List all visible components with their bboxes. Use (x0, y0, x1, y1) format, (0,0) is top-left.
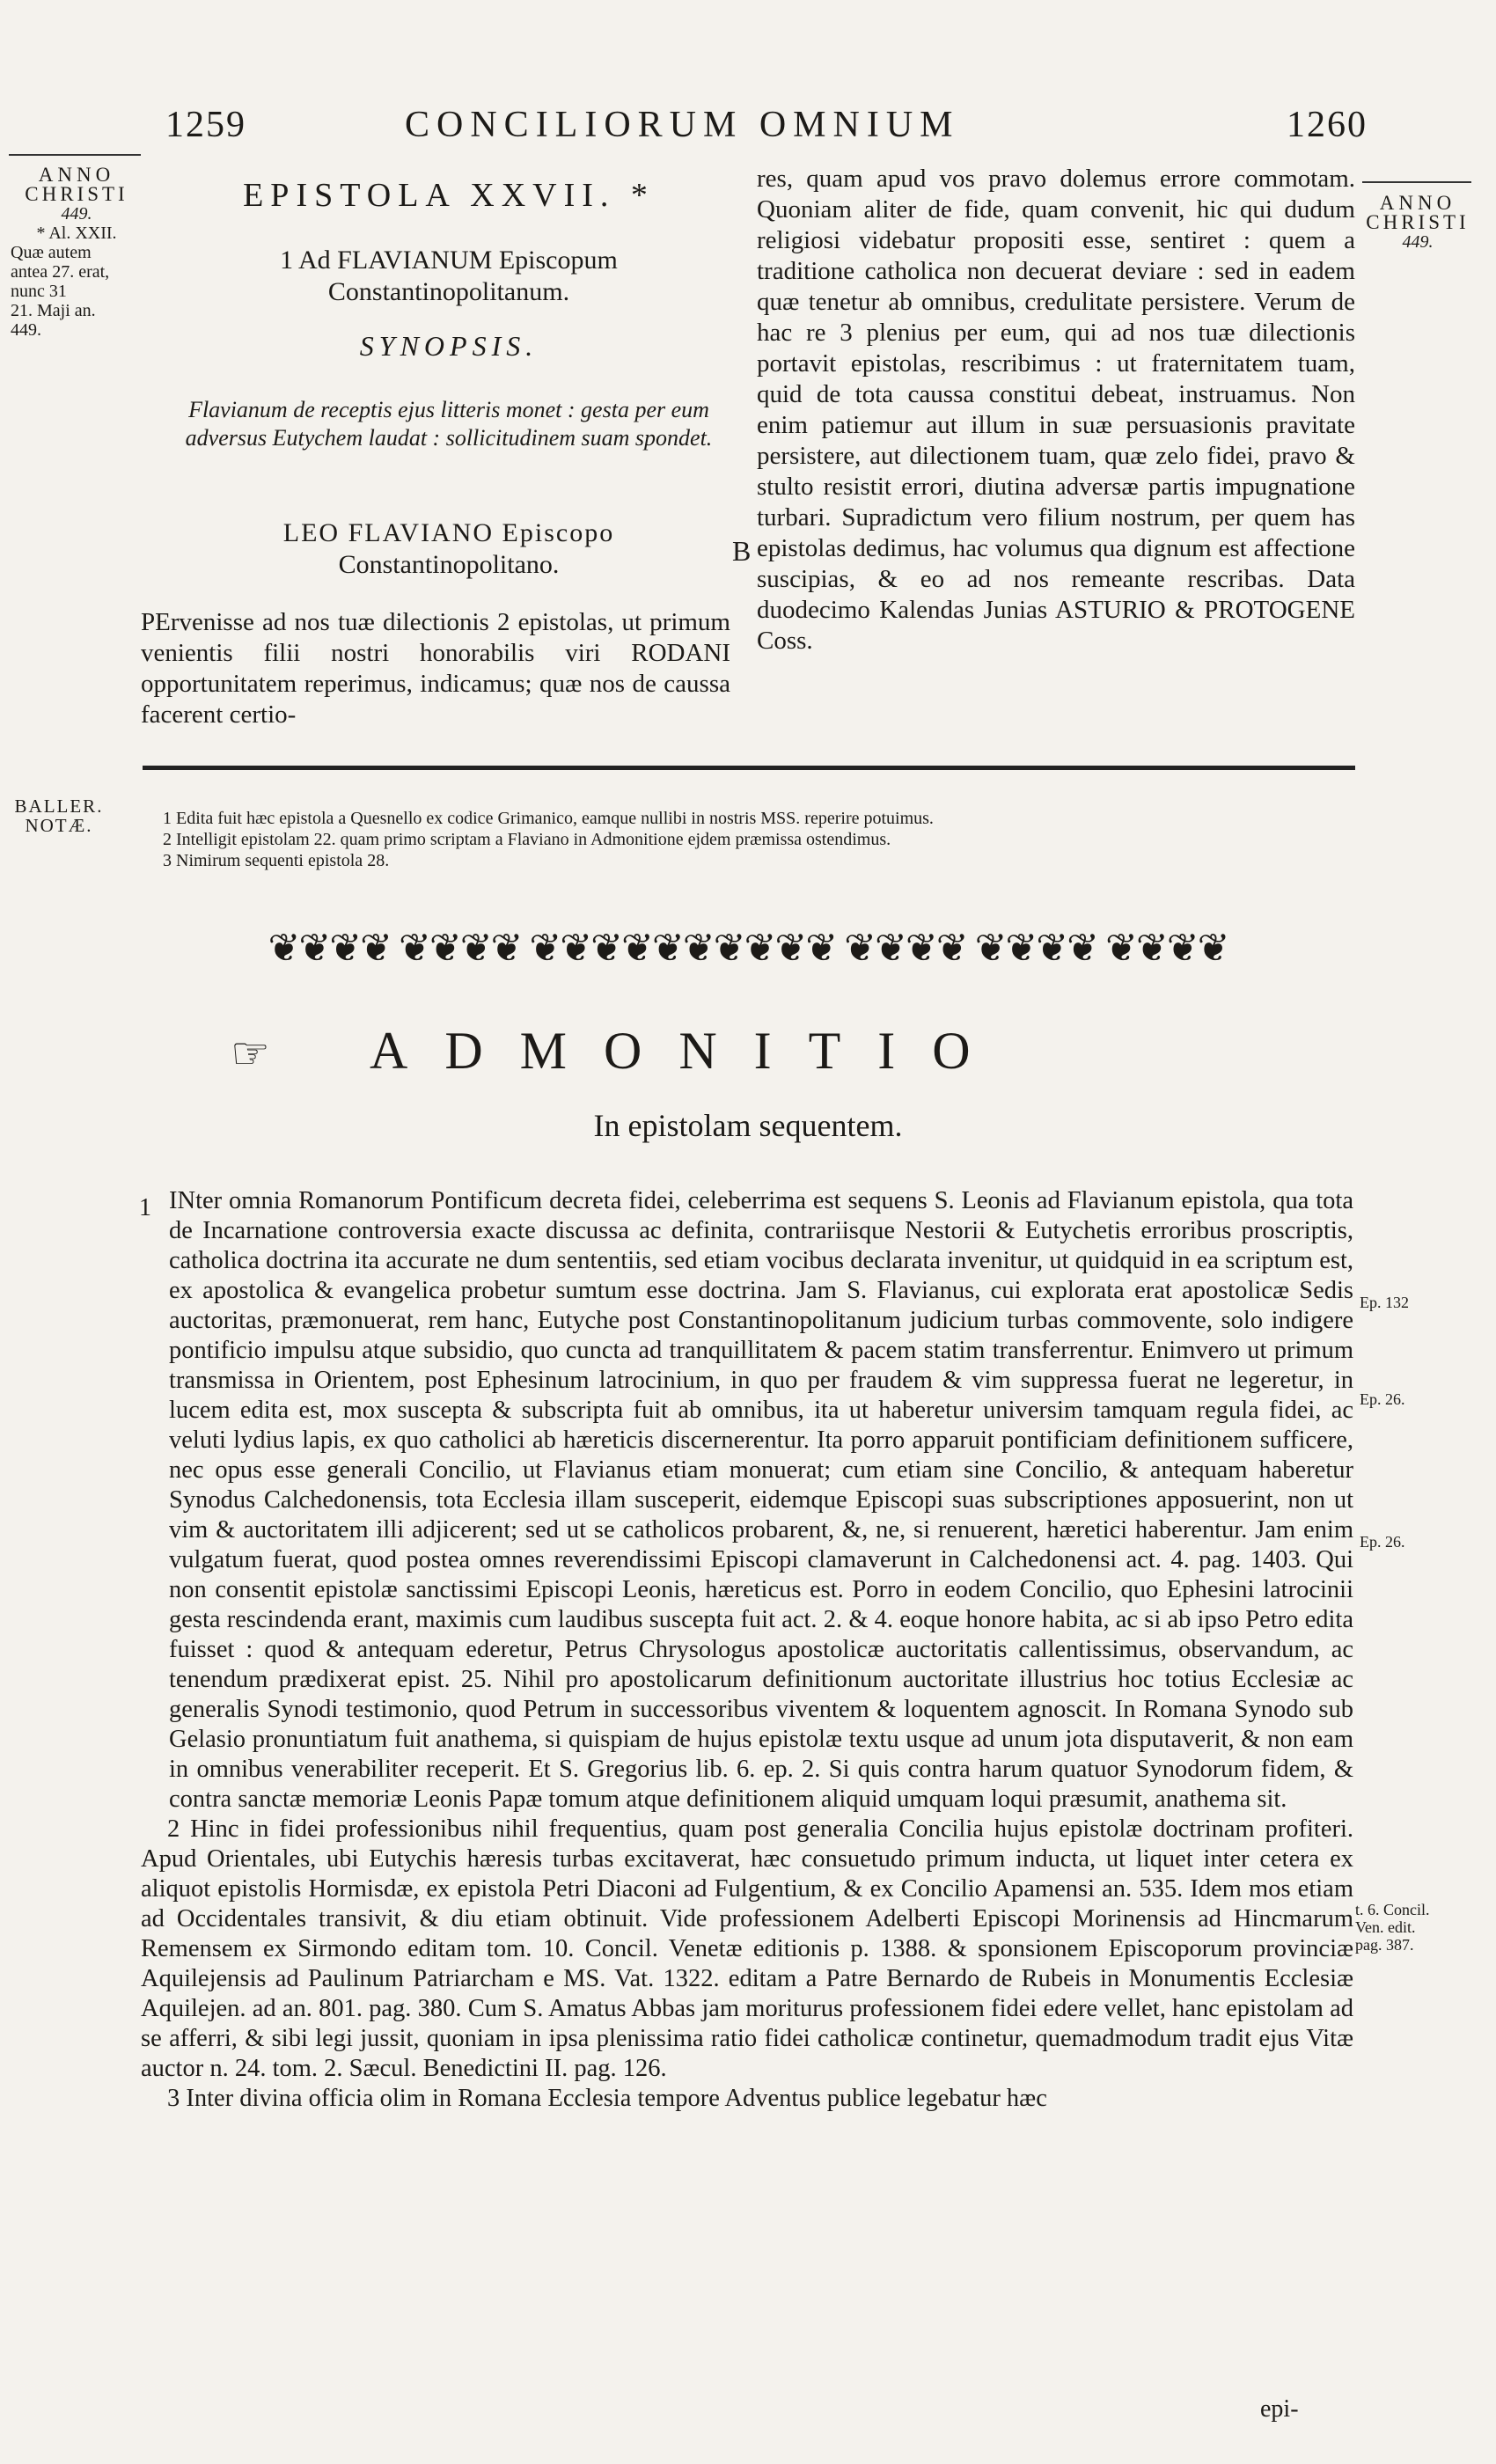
paragraph-number-1: 1 (139, 1194, 151, 1221)
margin-note-right: ANNO CHRISTI 449. (1366, 192, 1470, 252)
margin-rule-left (9, 154, 141, 156)
side-note-ep132: Ep. 132 (1360, 1294, 1409, 1311)
running-title: CONCILIORUM OMNIUM (405, 105, 960, 145)
margin-note-left: ANNO CHRISTI 449. * Al. XXII. Quæ autem antea 27. erat, nunc 31 21. Maji an. 449. (11, 164, 128, 340)
note-item: 3 Nimirum sequenti epistola 28. (163, 851, 390, 870)
note-item: 1 Edita fuit hæc epistola a Quesnello ex codice Grimanico, eamque nullibi in nostris MSS. reperire potuimus. (163, 809, 934, 828)
salutation: LEO FLAVIANO Episcopo Constantinopolitano. (282, 518, 615, 579)
notes-label: BALLER. NOTÆ. (14, 796, 104, 836)
side-note-concil: t. 6. Concil. Ven. edit. pag. 387. (1355, 1901, 1430, 1954)
epistola-text-left: PErvenisse ad nos tuæ dilectionis 2 epistolas, ut primum venientis filii nostri honorabilis viri RODANI opportunitatem reperimus, indicamus; quæ nos de caussa facerent certio- (141, 608, 730, 729)
page-number-left: 1259 (165, 105, 246, 145)
side-note-ep26: Ep. 26. (1360, 1390, 1405, 1408)
catchword: epi- (1260, 2395, 1299, 2423)
admonitio-subtitle: In epistolam sequentem. (593, 1108, 903, 1143)
admonitio-paragraph-1: INter omnia Romanorum Pontificum decreta fidei, celeberrima est sequens S. Leonis ad Flavianum epistola, qua tota de Incarnatione controversia exacte discussa ac definita, contrariisque Nestorii & Eutychetis erroribus proscriptis, catholica doctrina ita accurate ne dum sententiis, sed etiam vocibus declarata invenitur, ut quidquid in ea scriptum est, ex apostolica & evangelica probetur sumtum esse doctrina. Jam S. Flavianus, cui explorata erat apostolicæ Sedis auctoritas, præmonuerat, rem hanc, Eutyche post Constantinopolitanum judicium turbas commovente, solo indigere pontificio impulsu atque subsidio, quo cuncta ad tranquillitatem & pacem statim transferrentur. Enimvero ut primum transmissa in Orientem, post Ephesinum latrocinium, in quo per fraudem & vim suppressa fuerat ne legeretur, in lucem edita est, mox suscepta & subscripta fuit ab omnibus, ita ut haberetur universim tamquam regula fidei, ac veluti lydius lapis, ex quo catholici ab hæreticis discernerentur. Ita porro apparuit pontificiam definitionem sufficere, nec opus esse generali Concilio, ut Flavianus etiam monuerat; cum etiam sine Concilio, & antequam haberetur Synodus Calchedonensis, tota Ecclesia illam susceperit, eidemque Episcopi suas subscriptiones apposuerint, non ut vim & auctoritatem illi adjicerent; sed ut se catholicos probarent, &, ne, si renuerent, hæretici haberentur. Jam enim vulgatum fuerat, quod postea omnes reverendissimi Episcopi clamaverunt in Calchedonensi act. 4. pag. 1403. Qui non consentit epistolæ sanctissimi Episcopi Leonis, hæreticus est. Porro in eodem Concilio, quo Ephesini latrocinii gesta rescindenda erant, maximis cum laudibus suscepta fuit act. 2. & 4. eoque honore habita, ac si ab ipso Petro edita fuisset : quod & antequam ederetur, Petrus Chrysologus apostolicæ auctoritatis callentissimus, observandum, ac tenendum prædixerat epist. 25. Nihil pro apostolicarum definitionum auctoritate illustrius hoc totius Ecclesiæ ac generalis Synodi testimonio, quod Petrum in successoribus viventem & loquentem agnoscit. In Romana Synodo sub Gelasio pronuntiatum fuit anathema, si quispiam de hujus epistolæ textu usque ad unum jota disputaverit, & non eam in omnibus venerabiliter receperit. Et S. Gregorius lib. 6. ep. 2. Si quis contra harum quatuor Synodorum fidem, & contra sanctæ memoriæ Leonis Papæ tomum atque definitionem aliquid umquam loqui præsumit, anathema sit. (169, 1187, 1353, 1813)
margin-rule-right (1362, 181, 1471, 183)
pointing-hand-icon: ☞ (231, 1029, 270, 1078)
notes-divider (143, 766, 1355, 770)
admonitio-paragraph-2: 2 Hinc in fidei professionibus nihil frequentius, quam post generalia Concilia hujus epistolæ doctrinam profiteri. Apud Orientales, ubi Eutychis hæresis turbas excitaverat, hæc consuetudo primum inducta, ut liquet inter cetera ex aliquot epistolis Hormisdæ, ex epistola Petri Diaconi ad Fulgentium, & ex Concilio Apamensi an. 535. Idem mos etiam ad Occidentales transivit, & diu etiam obtinuit. Vide professionem Adelberti Episcopi Morinensis ad Hincmarum Remensem ex Sirmondo editam tom. 10. Concil. Venetæ editionis p. 1388. & sponsionem Episcoporum provinciæ Aquilejensis ad Paulinum Patriarcham e MS. Vat. 1322. editam a Patre Bernardo de Rubeis in Monumentis Ecclesiæ Aquilejen. ad an. 801. pag. 380. Cum S. Amatus Abbas jam moriturus professionem fidei edere vellet, hanc epistolam ad se afferri, & sibi legi jussit, quoniam in ipsa plenissima ratio fidei catholicæ continetur, quemadmodum tradit ejus Vitæ auctor n. 24. tom. 2. Sæcul. Benedictini II. pag. 126. (141, 1815, 1353, 2082)
note-item: 2 Intelligit epistolam 22. quam primo scriptam a Flaviano in Admonitione ejdem præmissa ostendimus. (163, 830, 891, 849)
synopsis-heading: SYNOPSIS. (359, 330, 539, 362)
page-number-right: 1260 (1287, 105, 1368, 145)
epistola-text-right: res, quam apud vos pravo dolemus errore commotam. Quoniam aliter de fide, quam convenit, hic qui dudum religiosi videbatur propositi esse, sentiret : quem a traditione catholica non decuerat deviare : sed in eadem quæ tenetur ab omnibus, credulitate persistere. Verum de hac re 3 plenius per eum, qui ad nos tuæ dilectionis portavit epistolas, rescribimus : ut fraternitatem tuam, quid de tota caussa constitui debeat, instruamus. Non enim patiemur aut illum in suæ persuasionis pravitate persistere, aut dilectionem tuam, quæ zelo fidei, pravo & stulto resistit errori, diutina adversæ partis impugnatione turbari. Supradictum vero filium nostrum, per quem has epistolas dedimus, hac volumus qua dignum est affectione suscipias, & eo ad nos remeante rescribas. Data duodecimo Kalendas Junias ASTURIO & PROTOGENE Coss. (757, 165, 1355, 655)
notes-list (163, 808, 1342, 871)
synopsis-text: Flavianum de receptis ejus litteris monet : gesta per eum adversus Eutychem laudat : sollicitudinem suam spondet. (185, 397, 713, 451)
side-note-ep26-b: Ep. 26. (1360, 1533, 1405, 1551)
epistola-title: EPISTOLA XXVII. * (243, 177, 655, 214)
admonitio-title: ADMONITIO (370, 1022, 1008, 1080)
ornament-band: ❦❦❦❦ ❦❦❦❦ ❦❦❦❦❦❦❦❦❦❦ ❦❦❦❦ ❦❦❦❦ ❦❦❦❦ (268, 927, 1228, 970)
section-mark-b: B (732, 535, 752, 567)
epistola-address: 1 Ad FLAVIANUM Episcopum Constantinopolitanum. (280, 246, 618, 306)
admonitio-body (141, 1186, 1353, 2114)
admonitio-paragraph-3: 3 Inter divina officia olim in Romana Ecclesia tempore Adventus publice legebatur hæc (167, 2085, 1047, 2112)
